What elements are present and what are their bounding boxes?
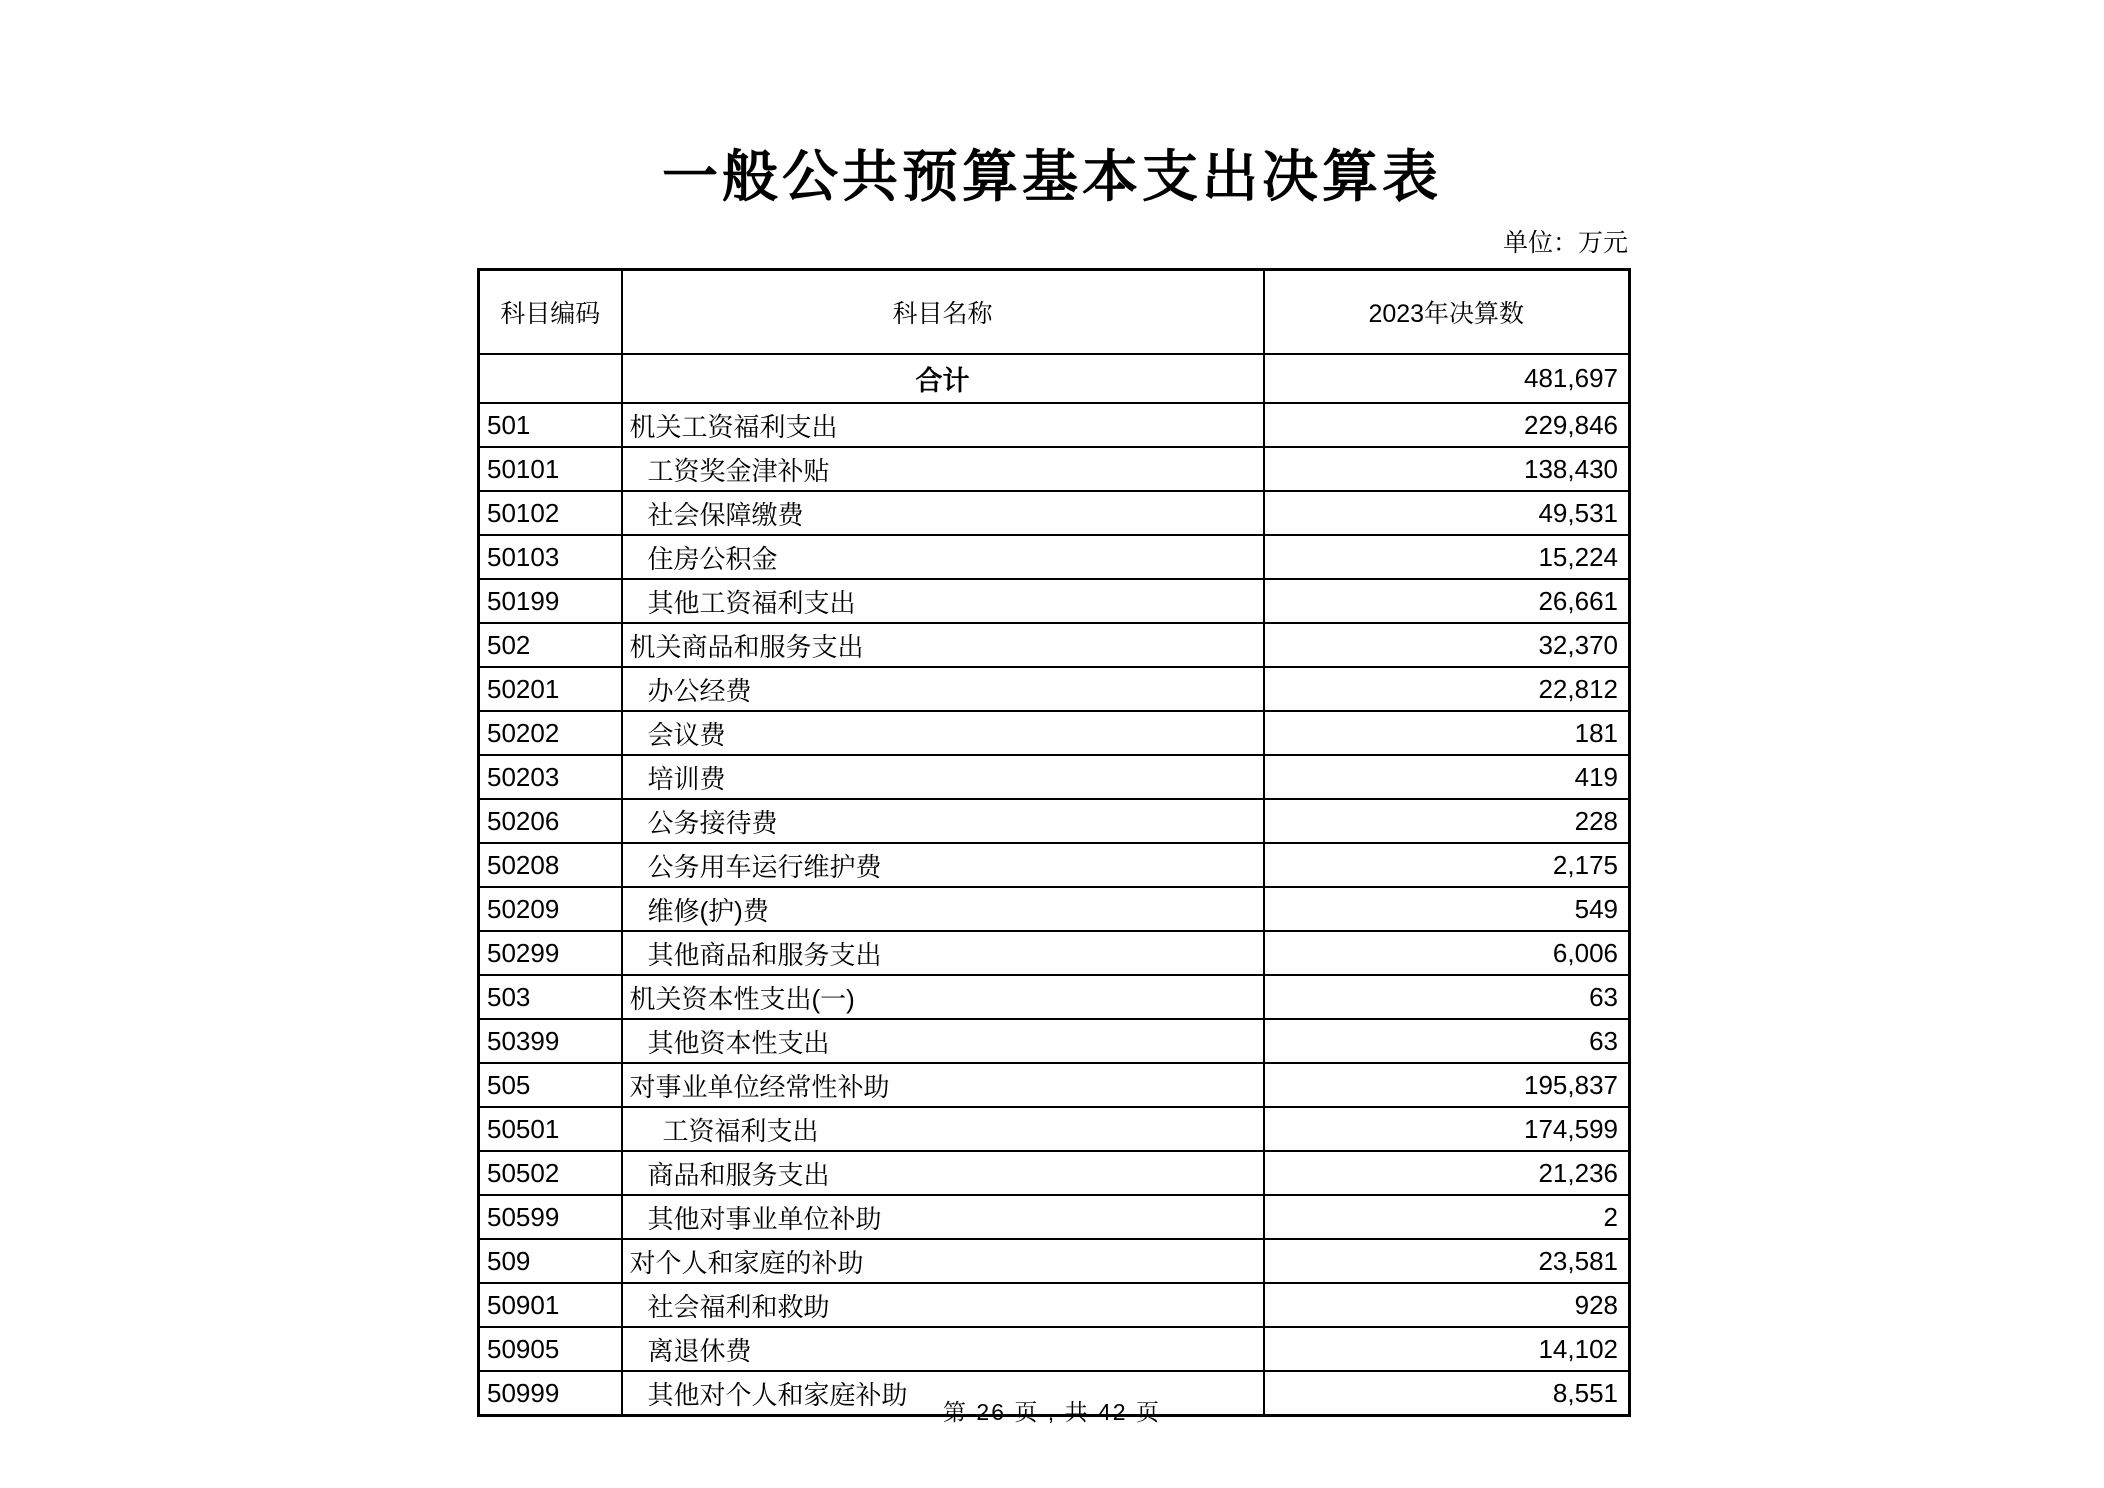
cell-code: 50102 (479, 491, 622, 535)
cell-name: 对事业单位经常性补助 (622, 1063, 1264, 1107)
cell-code: 50501 (479, 1107, 622, 1151)
cell-value: 32,370 (1264, 623, 1630, 667)
table-row (479, 711, 1630, 755)
header-cell-name: 科目名称 (622, 270, 1264, 355)
cell-value: 229,846 (1264, 403, 1630, 447)
table-row (479, 1063, 1630, 1107)
cell-name: 住房公积金 (622, 535, 1264, 579)
cell-value: 2,175 (1264, 843, 1630, 887)
cell-name: 办公经费 (622, 667, 1264, 711)
table-row (479, 1151, 1630, 1195)
cell-name: 培训费 (622, 755, 1264, 799)
budget-table (477, 268, 1631, 1417)
cell-code: 50199 (479, 579, 622, 623)
cell-name: 其他对个人和家庭补助 (622, 1371, 1264, 1416)
cell-code: 50209 (479, 887, 622, 931)
cell-value: 174,599 (1264, 1107, 1630, 1151)
table-row (479, 931, 1630, 975)
cell-name: 其他工资福利支出 (622, 579, 1264, 623)
cell-name: 社会保障缴费 (622, 491, 1264, 535)
table-body (479, 354, 1630, 1416)
table-row (479, 755, 1630, 799)
cell-value: 419 (1264, 755, 1630, 799)
table-row (479, 1107, 1630, 1151)
cell-code: 50999 (479, 1371, 622, 1416)
cell-value: 63 (1264, 975, 1630, 1019)
cell-value: 181 (1264, 711, 1630, 755)
cell-code: 503 (479, 975, 622, 1019)
cell-value: 195,837 (1264, 1063, 1630, 1107)
cell-name: 机关工资福利支出 (622, 403, 1264, 447)
cell-value: 63 (1264, 1019, 1630, 1063)
cell-value: 228 (1264, 799, 1630, 843)
unit-label: 单位：万元 (1502, 229, 1628, 257)
cell-code: 50201 (479, 667, 622, 711)
cell-name: 会议费 (622, 711, 1264, 755)
total-cell-code (479, 354, 622, 403)
total-cell-name: 合计 (622, 354, 1264, 403)
cell-name: 机关资本性支出(一) (622, 975, 1264, 1019)
page-footer: 第 26 页 , 共 42 页 (943, 1399, 1161, 1425)
table-row (479, 1283, 1630, 1327)
table-row (479, 887, 1630, 931)
cell-code: 505 (479, 1063, 622, 1107)
cell-name: 商品和服务支出 (622, 1151, 1264, 1195)
cell-code: 502 (479, 623, 622, 667)
table-row (479, 1239, 1630, 1283)
cell-code: 50206 (479, 799, 622, 843)
cell-code: 50399 (479, 1019, 622, 1063)
table-row (479, 1019, 1630, 1063)
cell-code: 50299 (479, 931, 622, 975)
table-row (479, 667, 1630, 711)
cell-value: 138,430 (1264, 447, 1630, 491)
cell-code: 50101 (479, 447, 622, 491)
table-row (479, 1195, 1630, 1239)
cell-value: 15,224 (1264, 535, 1630, 579)
header-cell-value: 2023年决算数 (1264, 270, 1630, 355)
cell-name: 离退休费 (622, 1327, 1264, 1371)
cell-code: 50208 (479, 843, 622, 887)
cell-name: 公务用车运行维护费 (622, 843, 1264, 887)
cell-value: 49,531 (1264, 491, 1630, 535)
cell-name: 工资奖金津补贴 (622, 447, 1264, 491)
cell-value: 21,236 (1264, 1151, 1630, 1195)
table-header-row (479, 270, 1630, 355)
cell-value: 22,812 (1264, 667, 1630, 711)
cell-code: 50203 (479, 755, 622, 799)
cell-name: 其他对事业单位补助 (622, 1195, 1264, 1239)
table-row (479, 535, 1630, 579)
cell-value: 8,551 (1264, 1371, 1630, 1416)
cell-code: 509 (479, 1239, 622, 1283)
cell-name: 机关商品和服务支出 (622, 623, 1264, 667)
table-row (479, 975, 1630, 1019)
cell-value: 14,102 (1264, 1327, 1630, 1371)
table-row (479, 1327, 1630, 1371)
cell-value: 2 (1264, 1195, 1630, 1239)
table-row (479, 447, 1630, 491)
cell-code: 50901 (479, 1283, 622, 1327)
total-row (479, 354, 1630, 403)
table-row (479, 799, 1630, 843)
cell-value: 26,661 (1264, 579, 1630, 623)
cell-name: 维修(护)费 (622, 887, 1264, 931)
cell-value: 549 (1264, 887, 1630, 931)
cell-code: 50502 (479, 1151, 622, 1195)
cell-name: 其他资本性支出 (622, 1019, 1264, 1063)
table-row (479, 843, 1630, 887)
table-row (479, 623, 1630, 667)
table-row (479, 403, 1630, 447)
cell-value: 23,581 (1264, 1239, 1630, 1283)
cell-value: 6,006 (1264, 931, 1630, 975)
cell-name: 其他商品和服务支出 (622, 931, 1264, 975)
total-cell-value: 481,697 (1264, 354, 1630, 403)
table-row (479, 491, 1630, 535)
cell-value: 928 (1264, 1283, 1630, 1327)
header-cell-code: 科目编码 (479, 270, 622, 355)
cell-name: 工资福利支出 (622, 1107, 1264, 1151)
cell-code: 50905 (479, 1327, 622, 1371)
cell-name: 公务接待费 (622, 799, 1264, 843)
cell-code: 501 (479, 403, 622, 447)
cell-code: 50103 (479, 535, 622, 579)
table-row (479, 579, 1630, 623)
cell-code: 50202 (479, 711, 622, 755)
cell-code: 50599 (479, 1195, 622, 1239)
cell-name: 社会福利和救助 (622, 1283, 1264, 1327)
cell-name: 对个人和家庭的补助 (622, 1239, 1264, 1283)
page-title: 一般公共预算基本支出决算表 (662, 145, 1442, 208)
